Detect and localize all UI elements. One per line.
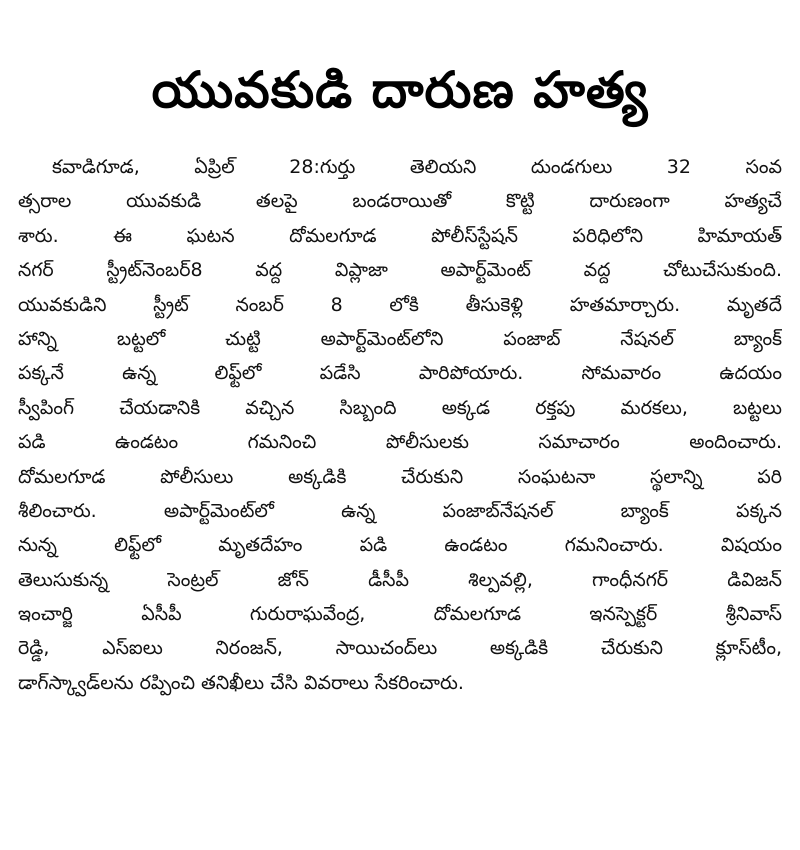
- body-line-6: హాన్ని బట్టలో చుట్టి అపార్ట్‌మెంట్‌లోని పంజాబ్ నేషనల్ బ్యాంక్: [18, 327, 782, 350]
- article-body: [18, 150, 782, 700]
- body-line-13: తెలుసుకున్న సెంట్రల్ జోన్ డీసీపీ శిల్పవల్లి, గాంధీనగర్ డివిజన్: [18, 568, 782, 591]
- body-line-12: నున్న లిఫ్ట్‌లో మృతదేహం పడి ఉండటం గమనించారు. విషయం: [18, 534, 782, 557]
- body-line-3: శారు. ఈ ఘటన దోమలగూడ పోలీస్‌స్టేషన్ పరిధిలోని హిమాయత్: [18, 224, 782, 247]
- body-line-5: యువకుడిని స్ట్రీట్ నంబర్ 8 లోకి తీసుకెళ్లి హతమార్చారు. మృతదే: [18, 293, 782, 316]
- body-line-14: ఇంచార్జి ఏసీపీ గురురాఘవేంద్ర, దోమలగూడ ఇనస్పెక్టర్ శ్రీనివాస్: [18, 603, 782, 626]
- body-line-16: డాగ్‌స్క్వాడ్‌లను రప్పించి తనిఖీలు చేసి వివరాలు సేకరించారు.: [18, 671, 464, 694]
- newspaper-clipping: [18, 48, 782, 838]
- body-line-4: నగర్ స్ట్రీట్‌నెంబర్8 వద్ద విప్లాజా అపార్ట్‌మెంట్ వద్ద చోటుచేసుకుంది.: [18, 259, 782, 282]
- body-line-9: పడి ఉండటం గమనించి పోలీసులకు సమాచారం అందించారు.: [18, 431, 782, 454]
- body-line-1: కవాడిగూడ, ఏప్రిల్ 28:గుర్తు తెలియని దుండగులు 32 సంవ: [52, 156, 782, 178]
- body-line-10: దోమలగూడ పోలీసులు అక్కడికి చేరుకుని సంఘటనా స్థలాన్ని పరి: [18, 465, 782, 488]
- body-line-2: త్సరాల యువకుడి తలపై బండరాయితో కొట్టి దారుణంగా హత్యచే: [18, 190, 782, 213]
- body-line-7: పక్కనే ఉన్న లిఫ్ట్‌లో పడేసి పారిపోయారు. సోమవారం ఉదయం: [18, 362, 782, 385]
- body-line-15: రెడ్డి, ఎస్ఐలు నిరంజన్, సాయిచంద్‌లు అక్కడికి చేరుకుని క్లూస్‌టీం,: [18, 637, 782, 660]
- body-line-11: శీలించారు. అపార్ట్‌మెంట్‌లో ఉన్న పంజాబ్‌నేషనల్ బ్యాంక్ పక్కన: [18, 499, 782, 522]
- body-line-8: స్వీపింగ్ చేయడానికి వచ్చిన సిబ్బంది అక్కడ రక్తపు మరకలు, బట్టలు: [18, 396, 782, 419]
- headline: యువకుడి దారుణ హత్య: [151, 61, 649, 119]
